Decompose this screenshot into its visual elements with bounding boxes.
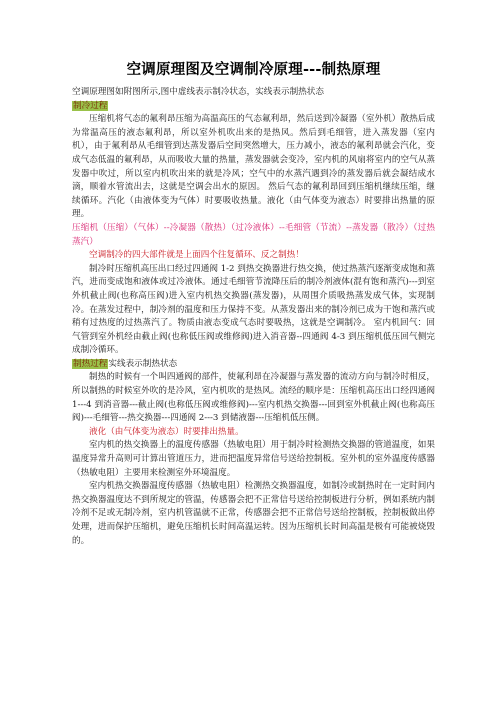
intro-text: 空调原理图如附图所示,图中虚线表示制冷状态，实线表示制热状态 [72,87,324,97]
cooling-paragraph-2: 制冷时压缩机高压出口经过四通阀 1-2 到热交换器进行热交换，使过热蒸汽逐渐变成饱和蒸汽，进而变成饱和液体或过冷液体。通过毛细管节流降压后的制冷剂液体(混有饱和蒸汽)---到室外机截止阀(也称高压阀)进入室内机热交换器(蒸发器)，从周围介质吸热蒸发成气体，实现制冷。在蒸发过程中，制冷剂的温度和压力保持不变。从蒸发器出来的制冷剂已成为干饱和蒸汽或稍有过热度的过热蒸汽了。物质由液态变成气态时要吸热，这就是空调制冷。 室内机回气：回气管到室外机经由截止阀(也称低压阀或维修阀)进入消音器--四通阀 4-3 到压缩机低压回气侧完成制冷循环。 [72,263,435,356]
cooling-flow-sequence: 压缩机（压缩）（气体）--冷凝器（散热）（过冷液体）--毛细管（节流）--蒸发器（散冷）（过热蒸汽） [72,222,435,247]
section-heating-heading [72,358,435,372]
cooling-paragraph-1: 压缩机将气态的氟利昂压缩为高温高压的气态氟利昂，然后送到冷凝器（室外机）散热后成为常温高压的液态氟利昂，所以室外机吹出来的是热风。然后到毛细管，进入蒸发器（室内机），由于氟利昂从毛细管到达蒸发器后空间突然增大，压力减小，液态的氟利昂就会汽化，变成气态低温的氟利昂，从而吸收大量的热量，蒸发器就会变冷，室内机的风扇将室内的空气从蒸发器中吹过，所以室内机吹出来的就是冷风；空气中的水蒸汽遇到冷的蒸发器后就会凝结成水滴，顺着水管流出去，这就是空调会出水的原因。 然后气态的氟利昂回到压缩机继续压缩，继续循环。汽化（由液体变为气体）时要吸收热量。液化（由气体变为液态）时要排出热量的原理。 [72,114,435,220]
heating-paragraph-2: 室内机的热交换器上的温度传感器（热敏电阻）用于制冷时检测热交换器的管道温度，如果温度异常升高则可计算出管道压力，进而把温度异常信号送给控制板。室外机的室外温度传感器（热敏电阻）主要用来检测室外环境温度。 [72,440,435,478]
page-title: 空调原理图及空调制冷原理---制热原理 [126,62,381,78]
heating-label-tail: 实线表示制热状态 [108,358,178,369]
heating-label-highlight: 制热过程 [73,358,108,369]
cooling-note: 空调制冷的四大部件就是上面四个往复循环、反之制热！ [89,250,304,261]
heating-note: 液化（由气体变为液态）时要排出热量。 [89,426,244,437]
cooling-label-highlight: 制冷过程 [73,100,108,111]
heating-paragraph-3: 室内机热交换器温度传感器（热敏电阻）检测热交换器温度，如制冷或制热时在一定时间内热交换器温度达不到所规定的管温，传感器会把不正常信号送给控制板进行分析，例如系统内制冷剂不足或无制冷剂，室内机管温就不正常，传感器会把不正常信号送给控制板，控制板做出停处理，进而保护压缩机，避免压缩机长时间高温运转。因为压缩机长时间高温是极有可能被烧毁的。 [72,481,435,546]
heating-paragraph-1: 制热的时候有一个叫四通阀的部件，使氟利昂在冷凝器与蒸发器的流动方向与制冷时相反，所以制热的时候室外吹的是冷风，室内机吹的是热风。流经的顺序是：压缩机高压出口经四通阀 1---4 到消音器---截止阀(也称低压阀或维修阀)---室内机热交换器---回到室外机截止阀(也称高压阀)---毛细管---热交换器---四通阀 2---3 到储液器---压缩机低压侧。 [72,372,435,424]
section-cooling-heading [72,100,435,114]
